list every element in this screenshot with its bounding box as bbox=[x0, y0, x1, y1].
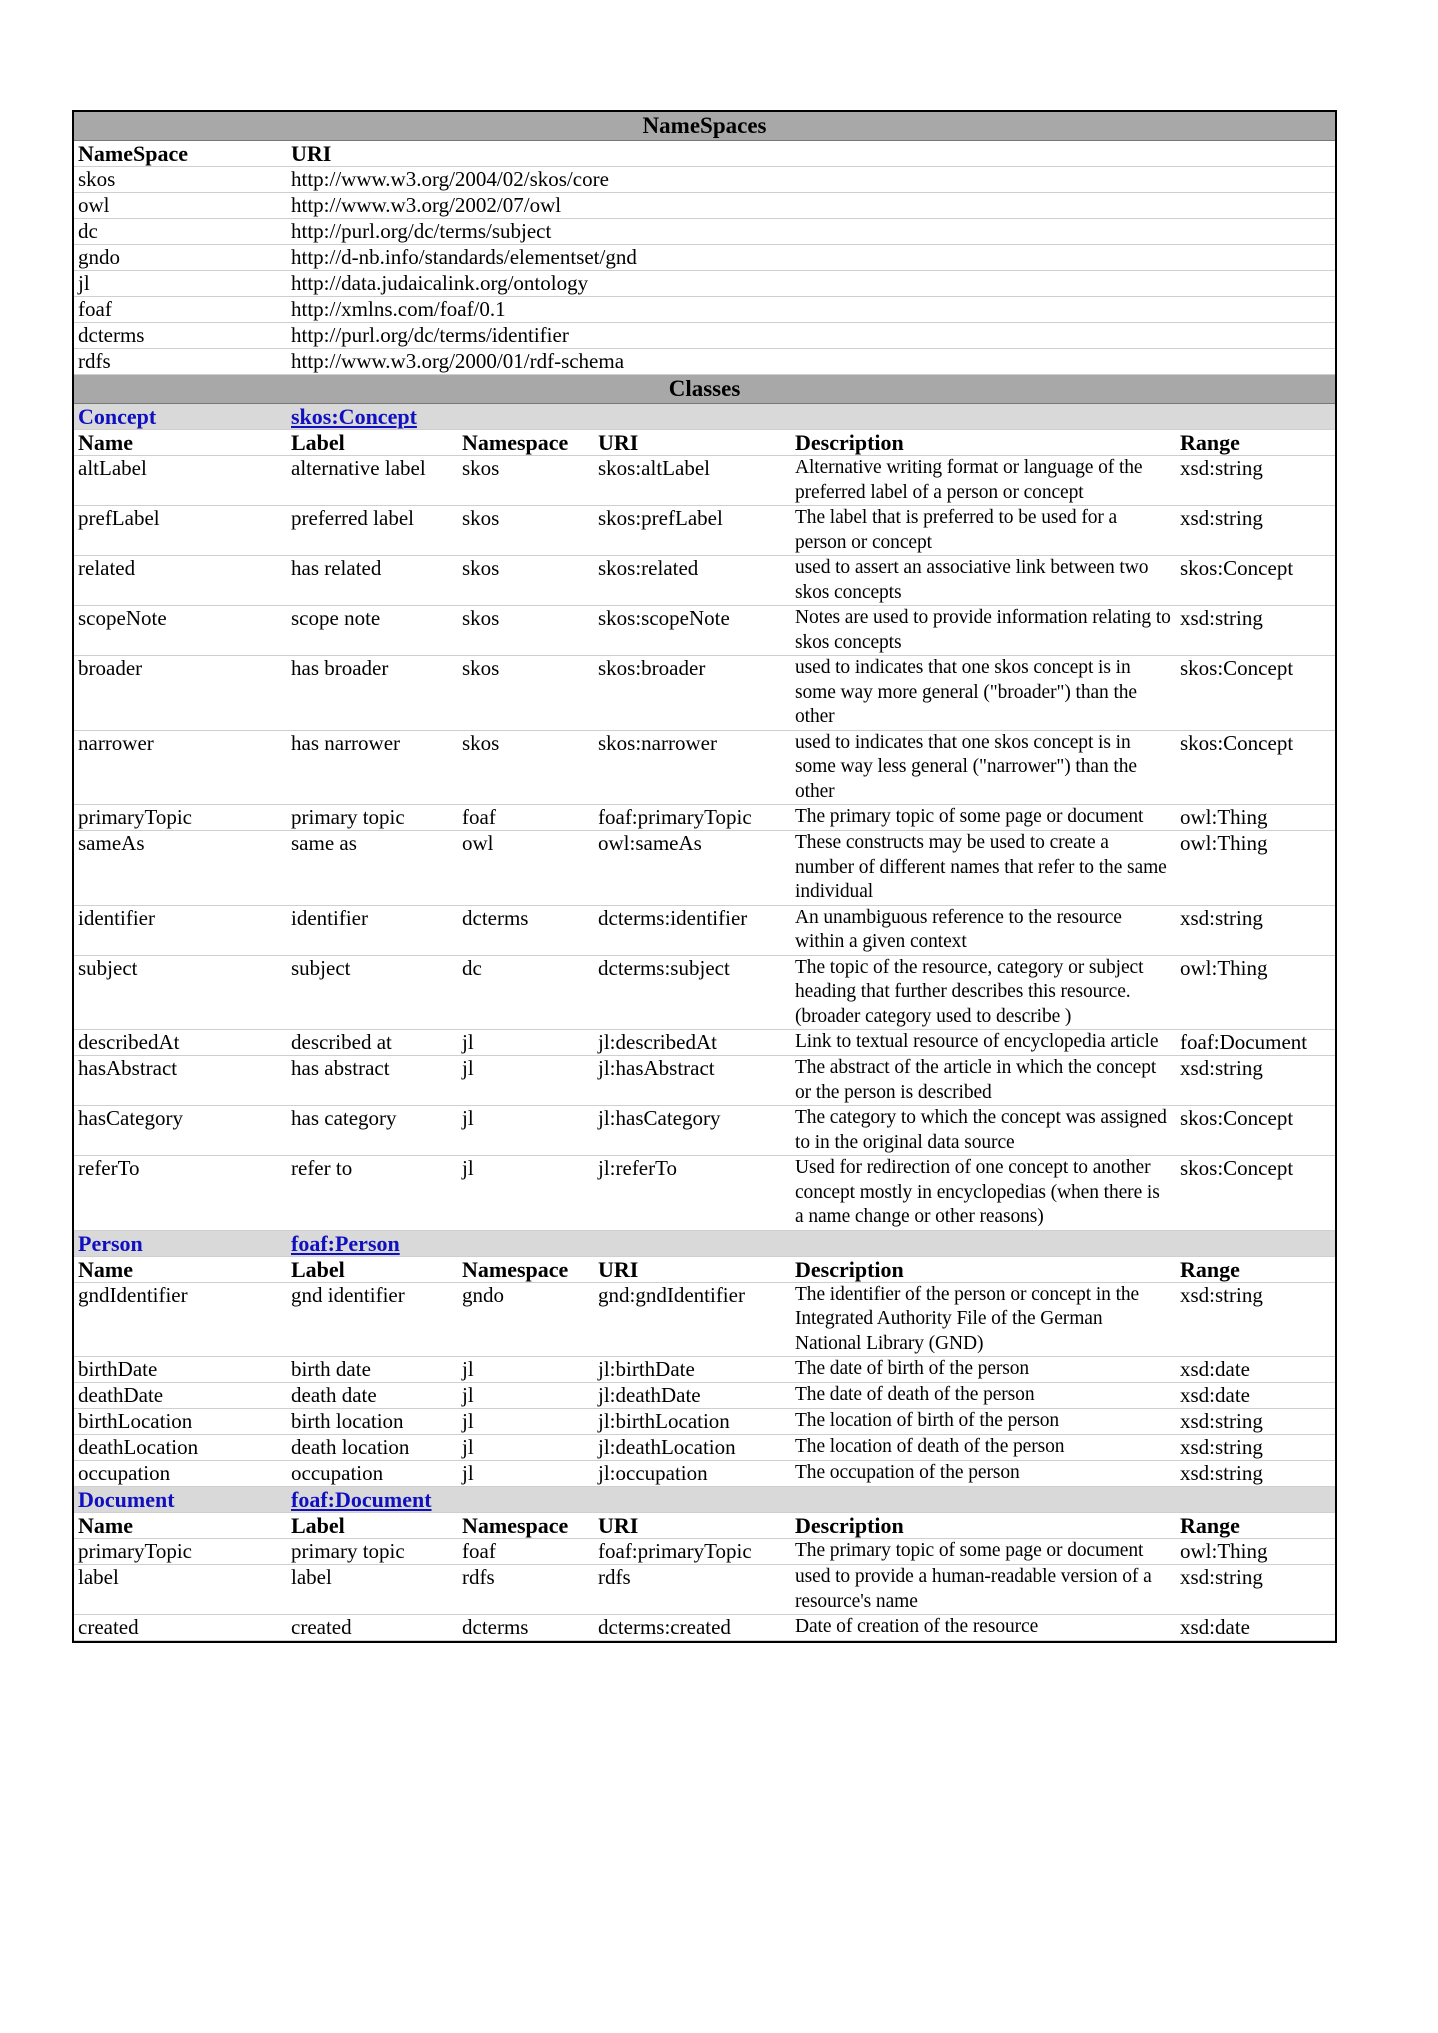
property-name: deathDate bbox=[74, 1383, 287, 1409]
property-row bbox=[74, 1383, 1335, 1409]
property-label: occupation bbox=[287, 1461, 458, 1487]
namespace-uri: http://www.w3.org/2004/02/skos/core bbox=[287, 167, 1335, 193]
namespaces-column-header bbox=[74, 141, 1335, 167]
property-range: xsd:string bbox=[1176, 456, 1335, 506]
property-label: subject bbox=[287, 955, 458, 1030]
property-uri: skos:scopeNote bbox=[594, 606, 791, 656]
property-range: xsd:string bbox=[1176, 1282, 1335, 1357]
property-namespace: foaf bbox=[458, 1539, 594, 1565]
namespace-prefix: skos bbox=[74, 167, 287, 193]
property-namespace: dcterms bbox=[458, 1615, 594, 1641]
property-namespace: foaf bbox=[458, 805, 594, 831]
property-row bbox=[74, 1282, 1335, 1357]
property-uri: gnd:gndIdentifier bbox=[594, 1282, 791, 1357]
property-row bbox=[74, 1156, 1335, 1231]
property-namespace: skos bbox=[458, 656, 594, 731]
property-range: owl:Thing bbox=[1176, 805, 1335, 831]
namespace-uri: http://purl.org/dc/terms/identifier bbox=[287, 323, 1335, 349]
property-range: xsd:string bbox=[1176, 606, 1335, 656]
property-uri: jl:occupation bbox=[594, 1461, 791, 1487]
property-uri: jl:referTo bbox=[594, 1156, 791, 1231]
description-col-header: Description bbox=[791, 1256, 1176, 1282]
property-uri: skos:prefLabel bbox=[594, 506, 791, 556]
property-uri: skos:related bbox=[594, 556, 791, 606]
namespaces-section-header bbox=[74, 112, 1335, 141]
property-description: An unambiguous reference to the resource within a given context bbox=[791, 905, 1176, 955]
property-label: created bbox=[287, 1615, 458, 1641]
property-namespace: jl bbox=[458, 1357, 594, 1383]
property-row bbox=[74, 1461, 1335, 1487]
property-namespace: skos bbox=[458, 730, 594, 805]
property-row bbox=[74, 456, 1335, 506]
property-name: hasCategory bbox=[74, 1106, 287, 1156]
property-namespace: jl bbox=[458, 1030, 594, 1056]
property-namespace: jl bbox=[458, 1156, 594, 1231]
property-name: prefLabel bbox=[74, 506, 287, 556]
class-uri-link[interactable]: foaf:Person bbox=[291, 1230, 400, 1256]
property-label: has related bbox=[287, 556, 458, 606]
property-range: xsd:string bbox=[1176, 905, 1335, 955]
class-header-row bbox=[74, 404, 1335, 430]
label-col-header: Label bbox=[287, 430, 458, 456]
property-namespace: gndo bbox=[458, 1282, 594, 1357]
property-row bbox=[74, 1106, 1335, 1156]
range-col-header: Range bbox=[1176, 430, 1335, 456]
property-uri: dcterms:subject bbox=[594, 955, 791, 1030]
classes-title: Classes bbox=[74, 375, 1335, 404]
namespace-col-header: Namespace bbox=[458, 1256, 594, 1282]
class-column-header bbox=[74, 430, 1335, 456]
property-row bbox=[74, 1357, 1335, 1383]
class-uri bbox=[287, 404, 1335, 430]
property-row bbox=[74, 730, 1335, 805]
property-description: The category to which the concept was assigned to in the original data source bbox=[791, 1106, 1176, 1156]
property-description: These constructs may be used to create a number of different names that refer to the same individual bbox=[791, 831, 1176, 906]
property-range: xsd:string bbox=[1176, 1565, 1335, 1615]
class-uri bbox=[287, 1230, 1335, 1256]
property-description: used to provide a human-readable version of a resource's name bbox=[791, 1565, 1176, 1615]
property-range: xsd:date bbox=[1176, 1615, 1335, 1641]
class-uri bbox=[287, 1487, 1335, 1513]
property-uri: foaf:primaryTopic bbox=[594, 1539, 791, 1565]
namespace-row bbox=[74, 219, 1335, 245]
property-row bbox=[74, 1539, 1335, 1565]
property-uri: owl:sameAs bbox=[594, 831, 791, 906]
class-column-header bbox=[74, 1256, 1335, 1282]
uri-col-header: URI bbox=[287, 141, 1335, 167]
property-uri: dcterms:created bbox=[594, 1615, 791, 1641]
property-row bbox=[74, 955, 1335, 1030]
property-name: describedAt bbox=[74, 1030, 287, 1056]
property-uri: dcterms:identifier bbox=[594, 905, 791, 955]
namespace-row bbox=[74, 323, 1335, 349]
property-namespace: skos bbox=[458, 606, 594, 656]
property-label: identifier bbox=[287, 905, 458, 955]
property-namespace: skos bbox=[458, 456, 594, 506]
label-col-header: Label bbox=[287, 1256, 458, 1282]
property-uri: skos:broader bbox=[594, 656, 791, 731]
namespace-uri: http://www.w3.org/2002/07/owl bbox=[287, 193, 1335, 219]
property-uri: skos:narrower bbox=[594, 730, 791, 805]
ontology-sheet bbox=[72, 110, 1337, 1643]
property-description: The identifier of the person or concept in the Integrated Authority File of the German National Library (GND) bbox=[791, 1282, 1176, 1357]
class-header-row bbox=[74, 1230, 1335, 1256]
property-description: The occupation of the person bbox=[791, 1461, 1176, 1487]
namespace-row bbox=[74, 297, 1335, 323]
namespace-prefix: dc bbox=[74, 219, 287, 245]
property-name: identifier bbox=[74, 905, 287, 955]
property-description: The abstract of the article in which the concept or the person is described bbox=[791, 1056, 1176, 1106]
namespace-row bbox=[74, 245, 1335, 271]
description-col-header: Description bbox=[791, 1513, 1176, 1539]
property-label: primary topic bbox=[287, 1539, 458, 1565]
property-name: gndIdentifier bbox=[74, 1282, 287, 1357]
property-range: owl:Thing bbox=[1176, 955, 1335, 1030]
namespace-row bbox=[74, 193, 1335, 219]
range-col-header: Range bbox=[1176, 1256, 1335, 1282]
property-range: xsd:string bbox=[1176, 506, 1335, 556]
namespace-uri: http://xmlns.com/foaf/0.1 bbox=[287, 297, 1335, 323]
property-description: The label that is preferred to be used for a person or concept bbox=[791, 506, 1176, 556]
property-name: scopeNote bbox=[74, 606, 287, 656]
property-description: used to assert an associative link between two skos concepts bbox=[791, 556, 1176, 606]
property-namespace: jl bbox=[458, 1461, 594, 1487]
uri-col-header: URI bbox=[594, 1256, 791, 1282]
property-range: skos:Concept bbox=[1176, 1106, 1335, 1156]
property-namespace: jl bbox=[458, 1383, 594, 1409]
property-name: subject bbox=[74, 955, 287, 1030]
property-range: skos:Concept bbox=[1176, 730, 1335, 805]
property-range: xsd:date bbox=[1176, 1383, 1335, 1409]
property-row bbox=[74, 606, 1335, 656]
property-description: Date of creation of the resource bbox=[791, 1615, 1176, 1641]
property-label: has abstract bbox=[287, 1056, 458, 1106]
property-name: birthLocation bbox=[74, 1409, 287, 1435]
property-row bbox=[74, 831, 1335, 906]
property-range: xsd:string bbox=[1176, 1461, 1335, 1487]
property-range: owl:Thing bbox=[1176, 831, 1335, 906]
property-label: birth date bbox=[287, 1357, 458, 1383]
property-uri: jl:hasCategory bbox=[594, 1106, 791, 1156]
property-name: primaryTopic bbox=[74, 1539, 287, 1565]
namespace-prefix: owl bbox=[74, 193, 287, 219]
property-label: birth location bbox=[287, 1409, 458, 1435]
property-namespace: jl bbox=[458, 1409, 594, 1435]
property-name: altLabel bbox=[74, 456, 287, 506]
property-namespace: rdfs bbox=[458, 1565, 594, 1615]
range-col-header: Range bbox=[1176, 1513, 1335, 1539]
property-row bbox=[74, 1056, 1335, 1106]
class-uri-link[interactable]: foaf:Document bbox=[291, 1487, 432, 1512]
property-name: referTo bbox=[74, 1156, 287, 1231]
namespace-prefix: gndo bbox=[74, 245, 287, 271]
property-description: used to indicates that one skos concept is in some way less general ("narrower") than the other bbox=[791, 730, 1176, 805]
class-uri-link[interactable]: skos:Concept bbox=[291, 404, 417, 429]
uri-col-header: URI bbox=[594, 1513, 791, 1539]
property-label: scope note bbox=[287, 606, 458, 656]
property-description: Notes are used to provide information relating to skos concepts bbox=[791, 606, 1176, 656]
property-description: Used for redirection of one concept to another concept mostly in encyclopedias (when there is a name change or other reasons) bbox=[791, 1156, 1176, 1231]
class-column-header bbox=[74, 1513, 1335, 1539]
property-range: xsd:string bbox=[1176, 1056, 1335, 1106]
namespace-prefix: rdfs bbox=[74, 349, 287, 375]
property-range: foaf:Document bbox=[1176, 1030, 1335, 1056]
property-description: used to indicates that one skos concept is in some way more general ("broader") than the other bbox=[791, 656, 1176, 731]
namespace-uri: http://d-nb.info/standards/elementset/gnd bbox=[287, 245, 1335, 271]
property-name: deathLocation bbox=[74, 1435, 287, 1461]
property-range: xsd:string bbox=[1176, 1435, 1335, 1461]
property-uri: jl:deathLocation bbox=[594, 1435, 791, 1461]
property-namespace: jl bbox=[458, 1106, 594, 1156]
property-label: death location bbox=[287, 1435, 458, 1461]
property-row bbox=[74, 656, 1335, 731]
namespace-col-header: NameSpace bbox=[74, 141, 287, 167]
property-range: skos:Concept bbox=[1176, 656, 1335, 731]
property-description: Link to textual resource of encyclopedia article bbox=[791, 1030, 1176, 1056]
property-label: has narrower bbox=[287, 730, 458, 805]
property-label: has broader bbox=[287, 656, 458, 731]
namespace-col-header: Namespace bbox=[458, 430, 594, 456]
property-range: owl:Thing bbox=[1176, 1539, 1335, 1565]
property-namespace: skos bbox=[458, 506, 594, 556]
namespace-row bbox=[74, 271, 1335, 297]
namespace-prefix: dcterms bbox=[74, 323, 287, 349]
property-label: described at bbox=[287, 1030, 458, 1056]
property-namespace: jl bbox=[458, 1056, 594, 1106]
property-label: primary topic bbox=[287, 805, 458, 831]
namespace-row bbox=[74, 167, 1335, 193]
name-col-header: Name bbox=[74, 1256, 287, 1282]
property-name: primaryTopic bbox=[74, 805, 287, 831]
property-name: broader bbox=[74, 656, 287, 731]
property-range: skos:Concept bbox=[1176, 556, 1335, 606]
property-label: gnd identifier bbox=[287, 1282, 458, 1357]
namespace-uri: http://data.judaicalink.org/ontology bbox=[287, 271, 1335, 297]
property-label: same as bbox=[287, 831, 458, 906]
ontology-table bbox=[74, 112, 1335, 1641]
property-name: birthDate bbox=[74, 1357, 287, 1383]
property-namespace: dc bbox=[458, 955, 594, 1030]
property-uri: rdfs bbox=[594, 1565, 791, 1615]
class-name: Document bbox=[74, 1487, 287, 1513]
property-namespace: jl bbox=[458, 1435, 594, 1461]
namespace-col-header: Namespace bbox=[458, 1513, 594, 1539]
property-row bbox=[74, 506, 1335, 556]
property-uri: foaf:primaryTopic bbox=[594, 805, 791, 831]
property-name: narrower bbox=[74, 730, 287, 805]
property-label: refer to bbox=[287, 1156, 458, 1231]
property-row bbox=[74, 1565, 1335, 1615]
property-label: alternative label bbox=[287, 456, 458, 506]
label-col-header: Label bbox=[287, 1513, 458, 1539]
property-description: The date of death of the person bbox=[791, 1383, 1176, 1409]
namespace-uri: http://www.w3.org/2000/01/rdf-schema bbox=[287, 349, 1335, 375]
property-description: The primary topic of some page or document bbox=[791, 805, 1176, 831]
property-name: sameAs bbox=[74, 831, 287, 906]
property-uri: jl:birthDate bbox=[594, 1357, 791, 1383]
property-label: has category bbox=[287, 1106, 458, 1156]
property-uri: jl:hasAbstract bbox=[594, 1056, 791, 1106]
property-label: preferred label bbox=[287, 506, 458, 556]
property-name: related bbox=[74, 556, 287, 606]
name-col-header: Name bbox=[74, 430, 287, 456]
property-range: xsd:date bbox=[1176, 1357, 1335, 1383]
property-namespace: owl bbox=[458, 831, 594, 906]
property-name: label bbox=[74, 1565, 287, 1615]
property-namespace: dcterms bbox=[458, 905, 594, 955]
namespace-uri: http://purl.org/dc/terms/subject bbox=[287, 219, 1335, 245]
property-row bbox=[74, 1435, 1335, 1461]
property-row bbox=[74, 1030, 1335, 1056]
property-range: skos:Concept bbox=[1176, 1156, 1335, 1231]
property-uri: jl:birthLocation bbox=[594, 1409, 791, 1435]
property-row bbox=[74, 805, 1335, 831]
property-name: occupation bbox=[74, 1461, 287, 1487]
property-uri: jl:deathDate bbox=[594, 1383, 791, 1409]
property-row bbox=[74, 1409, 1335, 1435]
namespace-prefix: jl bbox=[74, 271, 287, 297]
property-description: The location of death of the person bbox=[791, 1435, 1176, 1461]
namespace-prefix: foaf bbox=[74, 297, 287, 323]
property-label: label bbox=[287, 1565, 458, 1615]
class-name: Concept bbox=[74, 404, 287, 430]
property-namespace: skos bbox=[458, 556, 594, 606]
property-uri: skos:altLabel bbox=[594, 456, 791, 506]
description-col-header: Description bbox=[791, 430, 1176, 456]
property-description: Alternative writing format or language of the preferred label of a person or concept bbox=[791, 456, 1176, 506]
property-row bbox=[74, 1615, 1335, 1641]
classes-section-header bbox=[74, 375, 1335, 404]
class-header-row bbox=[74, 1487, 1335, 1513]
property-uri: jl:describedAt bbox=[594, 1030, 791, 1056]
property-row bbox=[74, 556, 1335, 606]
property-description: The date of birth of the person bbox=[791, 1357, 1176, 1383]
uri-col-header: URI bbox=[594, 430, 791, 456]
property-name: hasAbstract bbox=[74, 1056, 287, 1106]
class-name: Person bbox=[74, 1230, 287, 1256]
property-description: The location of birth of the person bbox=[791, 1409, 1176, 1435]
name-col-header: Name bbox=[74, 1513, 287, 1539]
namespaces-title: NameSpaces bbox=[74, 112, 1335, 141]
property-row bbox=[74, 905, 1335, 955]
property-description: The topic of the resource, category or subject heading that further describes this resource. (broader category used to describe ) bbox=[791, 955, 1176, 1030]
property-label: death date bbox=[287, 1383, 458, 1409]
property-description: The primary topic of some page or document bbox=[791, 1539, 1176, 1565]
property-range: xsd:string bbox=[1176, 1409, 1335, 1435]
namespace-row bbox=[74, 349, 1335, 375]
property-name: created bbox=[74, 1615, 287, 1641]
